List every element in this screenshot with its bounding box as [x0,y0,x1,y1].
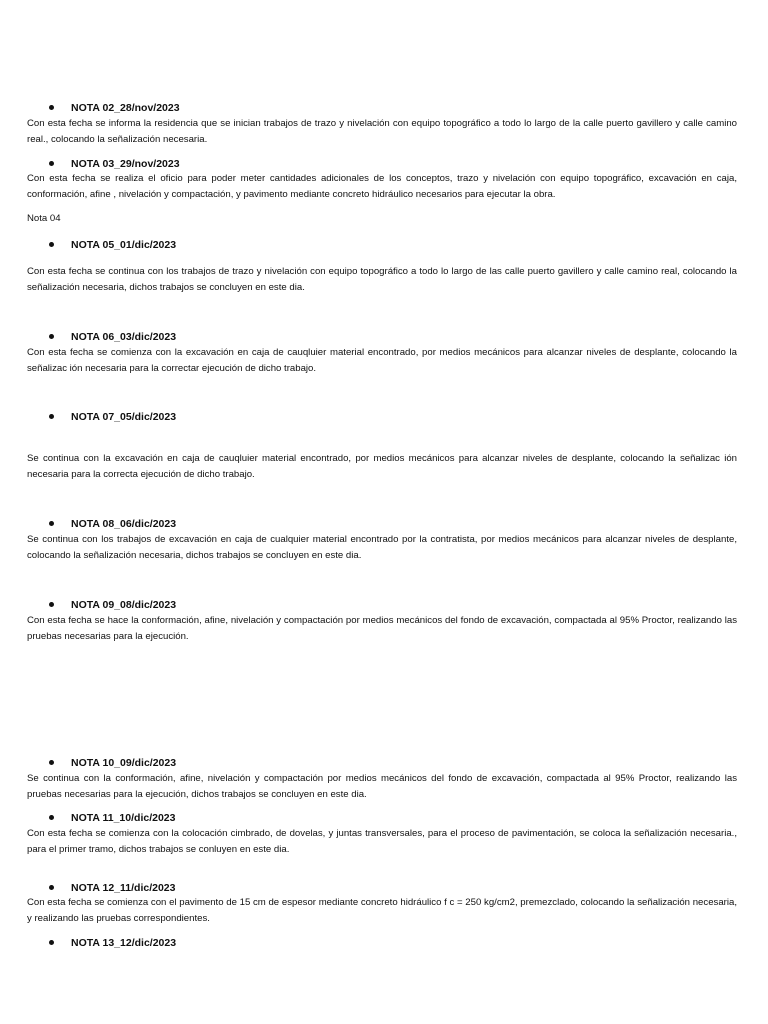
note-heading [49,756,176,770]
bullet-icon [49,815,54,820]
note-heading [49,936,176,950]
note-title: NOTA 12_11/dic/2023 [71,882,176,894]
note-heading [49,517,176,531]
note-text: Con esta fecha se comienza con el pavimento de 15 cm de espesor mediante concreto hidráulico f c = 250 kg/cm2, premezclado, colocando la señalización necesaria, y realizando las pruebas correspondientes. [27,897,737,924]
note-title: NOTA 10_09/dic/2023 [71,757,177,769]
note-text: Con esta fecha se continua con los trabajos de trazo y nivelación con equipo topográfico a todo lo largo de las calle puerto gavillero y calle camino real, colocando la señalización necesaria, dichos trabajos se concluyen en este dia. [27,266,737,293]
note-title: NOTA 11_10/dic/2023 [71,812,176,824]
note-heading [49,811,175,825]
note-title: NOTA 13_12/dic/2023 [71,937,177,949]
note-heading [49,598,176,612]
note-title: NOTA 03_29/nov/2023 [71,158,180,170]
note-title: NOTA 08_06/dic/2023 [71,518,177,530]
bullet-icon [49,602,54,607]
bullet-icon [49,521,54,526]
note-text: Se continua con los trabajos de excavación en caja de cualquier material encontrado por la contratista, por medios mecánicos para alcanzar niveles de desplante, colocando la señalización necesaria, dichos trabajos se concluyen en este dia. [27,534,737,561]
note-text: Con esta fecha se comienza con la colocación cimbrado, de dovelas, y juntas transversales, para el proceso de pavimentación, se coloca la señalización necesaria., para el primer tramo, dichos trabajos se conluyen en este dia. [27,828,737,855]
bullet-icon [49,940,54,945]
note-title: NOTA 06_03/dic/2023 [71,331,177,343]
note-heading [49,330,176,344]
note-text: Se continua con la excavación en caja de cauqluier material encontrado, por medios mecánicos para alcanzar niveles de desplante, colocando la señalizac ión necesaria para la correcta ejecución de dicho trabajo. [27,453,737,480]
note-heading [49,881,175,895]
note-text: Se continua con la conformación, afine, nivelación y compactación por medios mecánicos del fondo de excavación, compactada al 95% Proctor, realizando las pruebas necesarias para la ejecución, dichos trabajos se concluyen en este dia. [27,773,737,800]
note-title-plain: Nota 04 [27,213,61,224]
bullet-icon [49,242,54,247]
note-text: Con esta fecha se informa la residencia que se inician trabajos de trazo y nivelación con equipo topográfico a todo lo largo de la calle puerto gavillero y calle camino real., colocando la señalización necesaria. [27,118,737,145]
bullet-icon [49,885,54,890]
note-heading [49,410,176,424]
bullet-icon [49,414,54,419]
note-title: NOTA 02_28/nov/2023 [71,102,180,114]
note-title: NOTA 07_05/dic/2023 [71,411,177,423]
note-title: NOTA 05_01/dic/2023 [71,239,177,251]
note-text: Con esta fecha se realiza el oficio para poder meter cantidades adicionales de los conceptos, trazo y nivelación con equipo topográfico, excavación en caja, conformación, afine , nivelación y compactación, y pavimento mediante concreto hidráulico necesarios para ejecutar la obra. [27,173,737,200]
note-heading [49,157,180,171]
bullet-icon [49,161,54,166]
bullet-icon [49,334,54,339]
note-heading [49,238,176,252]
note-text: Con esta fecha se hace la conformación, afine, nivelación y compactación por medios mecánicos del fondo de excavación, compactada al 95% Proctor, realizando las pruebas necesarias para la ejecución. [27,615,737,642]
note-text: Con esta fecha se comienza con la excavación en caja de cauqluier material encontrado, por medios mecánicos para alcanzar niveles de desplante, colocando la señalizac ión necesaria para la correctar ejecución de dicho trabajo. [27,347,737,374]
note-heading [49,101,180,115]
note-title: NOTA 09_08/dic/2023 [71,599,177,611]
bullet-icon [49,105,54,110]
bullet-icon [49,760,54,765]
